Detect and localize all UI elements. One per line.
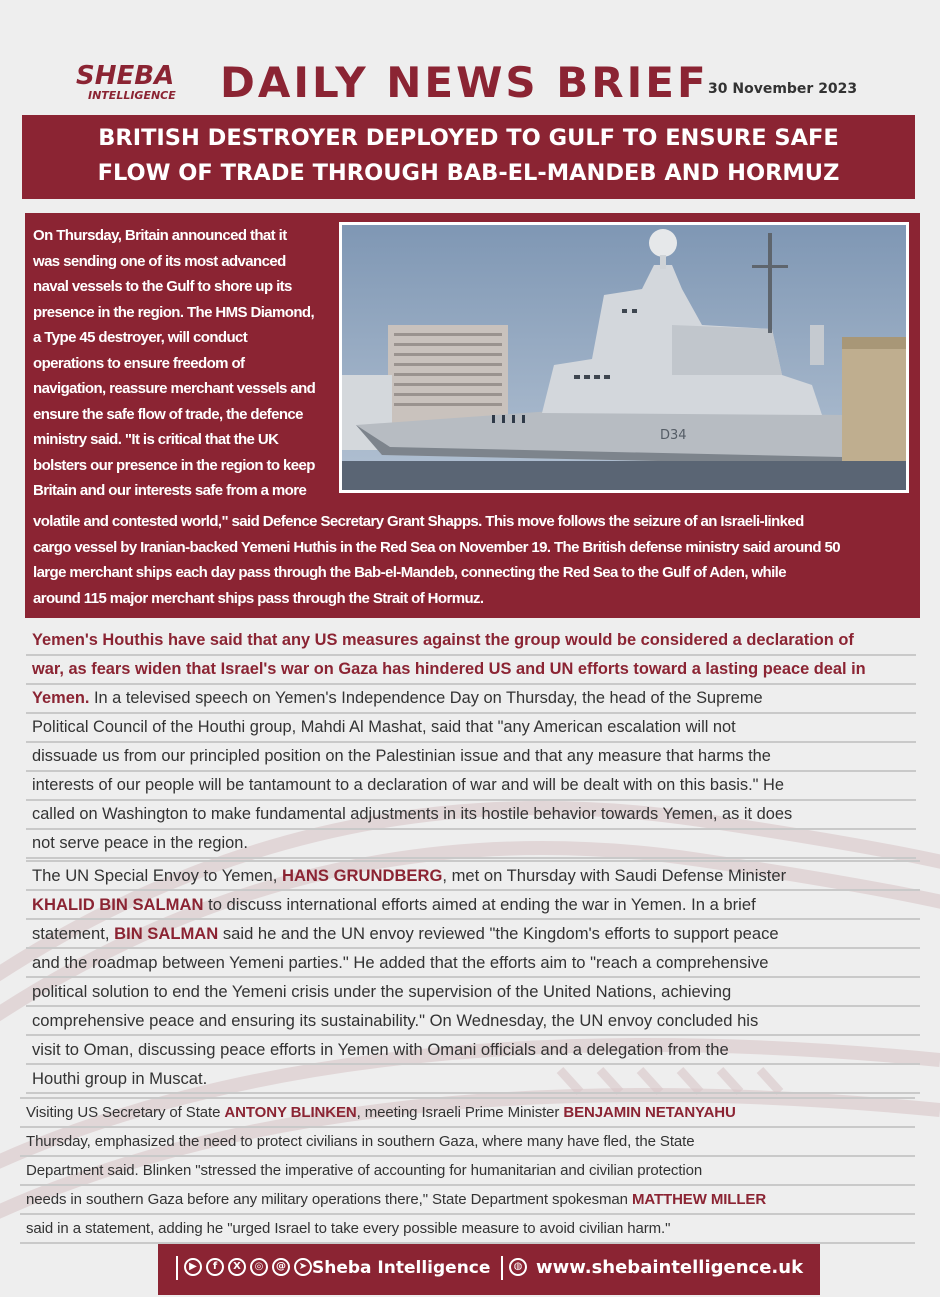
logo-name: SHEBA xyxy=(76,61,175,91)
destroyer-photo xyxy=(339,222,909,493)
masthead xyxy=(76,58,876,108)
story-line: called on Washington to make fundamental adjustments in its hostile behavior towards Yemen, as it does xyxy=(26,801,916,830)
blinken-story xyxy=(20,1097,915,1244)
line-text: In a televised speech on Yemen's Independence Day on Thursday, the head of the Supreme xyxy=(89,689,763,707)
story-line: around 115 major merchant ships pass through the Strait of Hormuz. xyxy=(33,589,484,607)
brief-date: 30 November 2023 xyxy=(708,81,858,97)
story-line: not serve peace in the region. xyxy=(26,830,916,859)
headline-line: BRITISH DESTROYER DEPLOYED TO GULF TO ENSURE SAFE xyxy=(98,125,839,151)
globe-icon: ◍ xyxy=(509,1258,527,1276)
instagram-icon[interactable]: ◎ xyxy=(250,1258,268,1276)
person-name: BENJAMIN NETANYAHU xyxy=(563,1104,736,1121)
story-line xyxy=(26,920,920,949)
story-line: war, as fears widen that Israel's war on Gaza has hindered US and UN efforts toward a lasting peace deal in xyxy=(26,656,916,685)
story-line: and the roadmap between Yemeni parties." He added that the efforts aim to "reach a comprehensive xyxy=(26,949,920,978)
story-line: Department said. Blinken "stressed the imperative of accounting for humanitarian and civilian protection xyxy=(20,1157,915,1186)
story-line xyxy=(26,862,920,891)
line-text: needs in southern Gaza before any military operations there," State Department spokesman xyxy=(26,1191,632,1208)
line-text: to discuss international efforts aimed at ending the war in Yemen. In a brief xyxy=(203,895,756,914)
person-name: BIN SALMAN xyxy=(114,924,219,943)
story-line: On Thursday, Britain announced that it xyxy=(33,227,287,244)
story-line: visit to Oman, discussing peace efforts in Yemen with Omani officials and a delegation from the xyxy=(26,1036,920,1065)
story-line: presence in the region. The HMS Diamond, xyxy=(33,303,315,321)
story-line: Political Council of the Houthi group, Mahdi Al Mashat, said that "any American escalation will not xyxy=(26,714,916,743)
story-line: Houthi group in Muscat. xyxy=(26,1065,920,1094)
story-line: political solution to end the Yemeni crisis under the supervision of the United Nations, achieving xyxy=(26,978,920,1007)
story-line xyxy=(20,1186,915,1215)
main-story-column xyxy=(33,223,335,504)
x-icon[interactable]: X xyxy=(228,1258,246,1276)
youtube-icon[interactable]: ▶ xyxy=(184,1258,202,1276)
sheba-logo xyxy=(76,62,206,106)
footer-bar xyxy=(158,1244,820,1295)
brief-title: DAILY NEWS BRIEF xyxy=(220,58,709,107)
story-line: operations to ensure freedom of xyxy=(33,354,245,372)
story-line: Britain and our interests safe from a more xyxy=(33,482,307,499)
line-text: , met on Thursday with Saudi Defense Minister xyxy=(442,866,787,885)
hull-number: D34 xyxy=(660,428,687,443)
un-envoy-story xyxy=(26,860,920,1094)
story-line xyxy=(20,1099,915,1128)
facebook-icon[interactable]: f xyxy=(206,1258,224,1276)
threads-icon[interactable]: @ xyxy=(272,1258,290,1276)
website-link[interactable]: www.shebaintelligence.uk xyxy=(536,1257,804,1278)
line-text: , meeting Israeli Prime Minister xyxy=(356,1104,564,1121)
person-name: MATTHEW MILLER xyxy=(631,1191,767,1208)
lead-text: Yemen. xyxy=(32,689,90,707)
story-line: navigation, reassure merchant vessels and xyxy=(33,380,316,397)
story-line: a Type 45 destroyer, will conduct xyxy=(33,329,248,346)
line-text: said he and the UN envoy reviewed "the Kingdom's efforts to support peace xyxy=(218,924,779,943)
story-line: ensure the safe flow of trade, the defence xyxy=(33,405,303,423)
divider xyxy=(501,1256,503,1280)
person-name: KHALID BIN SALMAN xyxy=(32,895,204,914)
story-line: large merchant ships each day pass through the Bab-el-Mandeb, connecting the Red Sea to the Gulf of Aden, while xyxy=(33,564,786,581)
headline-banner xyxy=(22,115,915,199)
divider xyxy=(176,1256,178,1280)
story-line xyxy=(26,685,916,714)
houthi-story xyxy=(26,627,916,859)
story-line: Yemen's Houthis have said that any US measures against the group would be considered a declaration of xyxy=(26,627,916,656)
story-line xyxy=(26,891,920,920)
social-icons xyxy=(184,1258,312,1276)
brand-name[interactable]: Sheba Intelligence xyxy=(312,1258,491,1278)
person-name: HANS GRUNDBERG xyxy=(281,866,443,885)
telegram-icon[interactable]: ➤ xyxy=(294,1258,312,1276)
story-line: Thursday, emphasized the need to protect civilians in southern Gaza, where many have fled, the State xyxy=(20,1128,915,1157)
story-line: volatile and contested world," said Defence Secretary Grant Shapps. This move follows the seizure of an Israeli-linked xyxy=(33,513,804,530)
main-story xyxy=(25,213,920,618)
logo-subtitle: INTELLIGENCE xyxy=(88,89,176,102)
story-line: ministry said. "It is critical that the UK xyxy=(33,431,279,448)
story-line: cargo vessel by Iranian-backed Yemeni Huthis in the Red Sea on November 19. The British defense ministry said around 50 xyxy=(33,538,840,556)
story-line: interests of our people will be tantamount to a declaration of war and will be dealt with on this basis." He xyxy=(26,772,916,801)
person-name: ANTONY BLINKEN xyxy=(224,1104,357,1121)
story-line: comprehensive peace and ensuring its sustainability." On Wednesday, the UN envoy concluded his xyxy=(26,1007,920,1036)
main-story-continuation xyxy=(33,509,915,611)
story-line: was sending one of its most advanced xyxy=(33,252,286,270)
story-line: dissuade us from our principled position on the Palestinian issue and that any measure that harms the xyxy=(26,743,916,772)
story-line: said in a statement, adding he "urged Israel to take every possible measure to avoid civilian harm." xyxy=(20,1215,915,1244)
story-line: naval vessels to the Gulf to shore up its xyxy=(33,278,292,295)
story-line: bolsters our presence in the region to keep xyxy=(33,456,315,474)
line-text: The UN Special Envoy to Yemen, xyxy=(32,866,282,885)
headline-line: FLOW OF TRADE THROUGH BAB-EL-MANDEB AND HORMUZ xyxy=(97,160,840,186)
line-text: Visiting US Secretary of State xyxy=(26,1104,225,1121)
line-text: statement, xyxy=(32,924,115,943)
